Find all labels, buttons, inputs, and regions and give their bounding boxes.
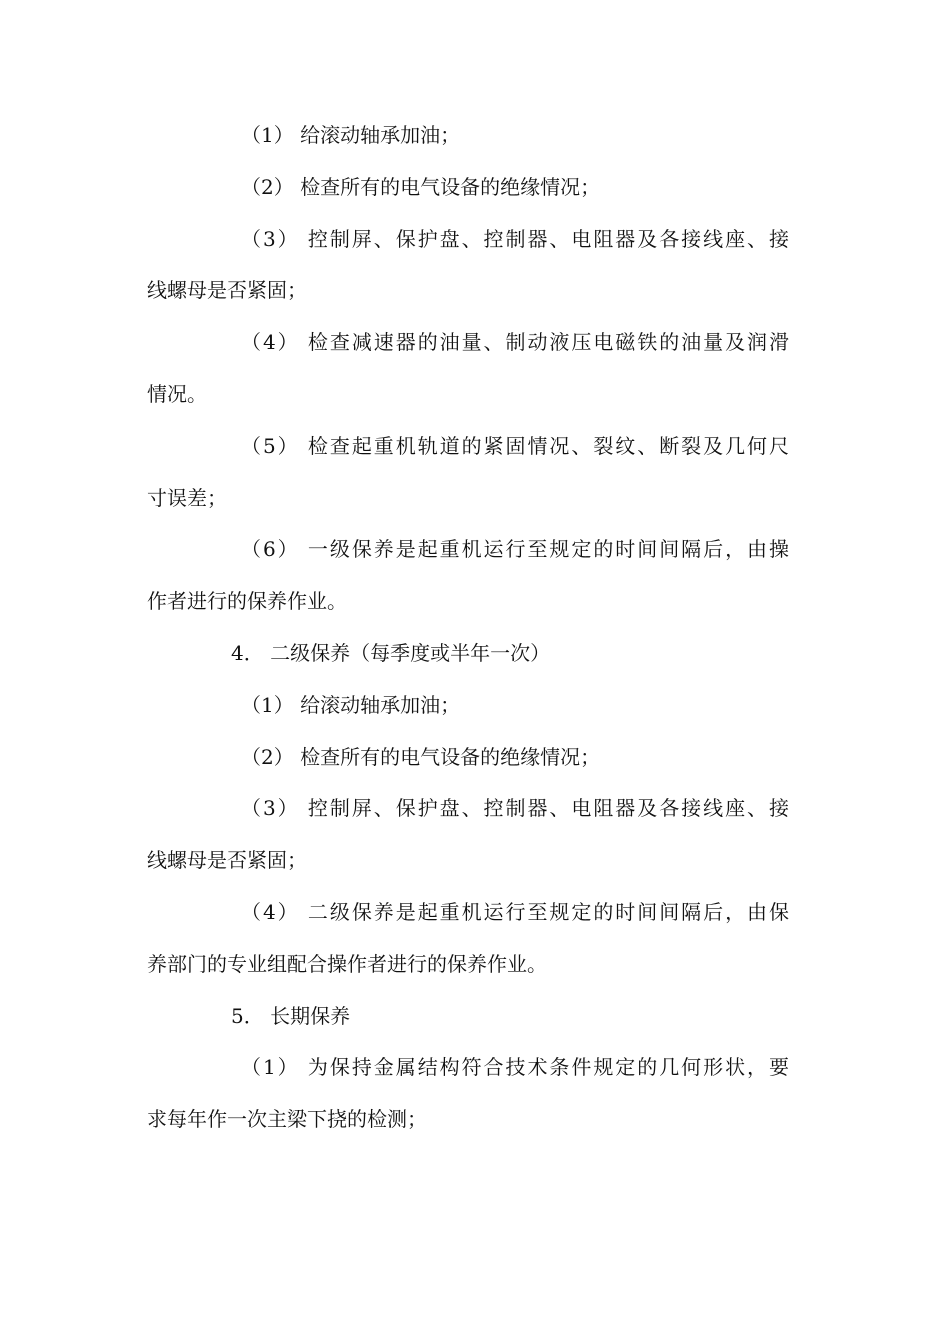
- list-item-3-check-fasteners: （3） 控制屏、保护盘、控制器、电阻器及各接线座、接: [241, 226, 789, 251]
- section-heading-long-term-maintenance: 5． 长期保养: [231, 1003, 351, 1028]
- list-item-1-oil-bearings: （1） 给滚动轴承加油；: [241, 123, 461, 147]
- list-item-2-check-insulation: （2） 检查所有的电气设备的绝缘情况；: [241, 174, 601, 199]
- list-item-6-first-level-definition: （6） 一级保养是起重机运行至规定的时间间隔后，由操: [241, 537, 789, 562]
- list-item-4-second-level-definition: （4） 二级保养是起重机运行至规定的时间间隔后，由保: [241, 899, 789, 924]
- list-item-1-continuation: 求每年作一次主梁下挠的检测；: [147, 1107, 427, 1132]
- list-item-2-check-insulation: （2） 检查所有的电气设备的绝缘情况；: [241, 744, 601, 769]
- list-item-5-continuation: 寸误差；: [147, 485, 227, 510]
- document-body: [147, 110, 789, 1146]
- list-item-3-check-fasteners: （3） 控制屏、保护盘、控制器、电阻器及各接线座、接: [241, 796, 789, 821]
- list-item-1-metal-structure: （1） 为保持金属结构符合技术条件规定的几何形状，要: [241, 1055, 789, 1080]
- list-item-5-check-rails: （5） 检查起重机轨道的紧固情况、裂纹、断裂及几何尺: [241, 433, 789, 458]
- list-item-3-continuation: 线螺母是否紧固；: [147, 278, 307, 303]
- list-item-6-continuation: 作者进行的保养作业。: [147, 589, 347, 614]
- list-item-3-continuation: 线螺母是否紧固；: [147, 848, 307, 873]
- section-heading-second-level-maintenance: 4． 二级保养（每季度或半年一次）: [231, 640, 551, 665]
- list-item-4-check-oil-levels: （4） 检查减速器的油量、制动液压电磁铁的油量及润滑: [241, 330, 789, 355]
- list-item-4-continuation: 养部门的专业组配合操作者进行的保养作业。: [147, 951, 547, 976]
- list-item-1-oil-bearings: （1） 给滚动轴承加油；: [241, 692, 461, 717]
- list-item-4-continuation: 情况。: [147, 381, 207, 406]
